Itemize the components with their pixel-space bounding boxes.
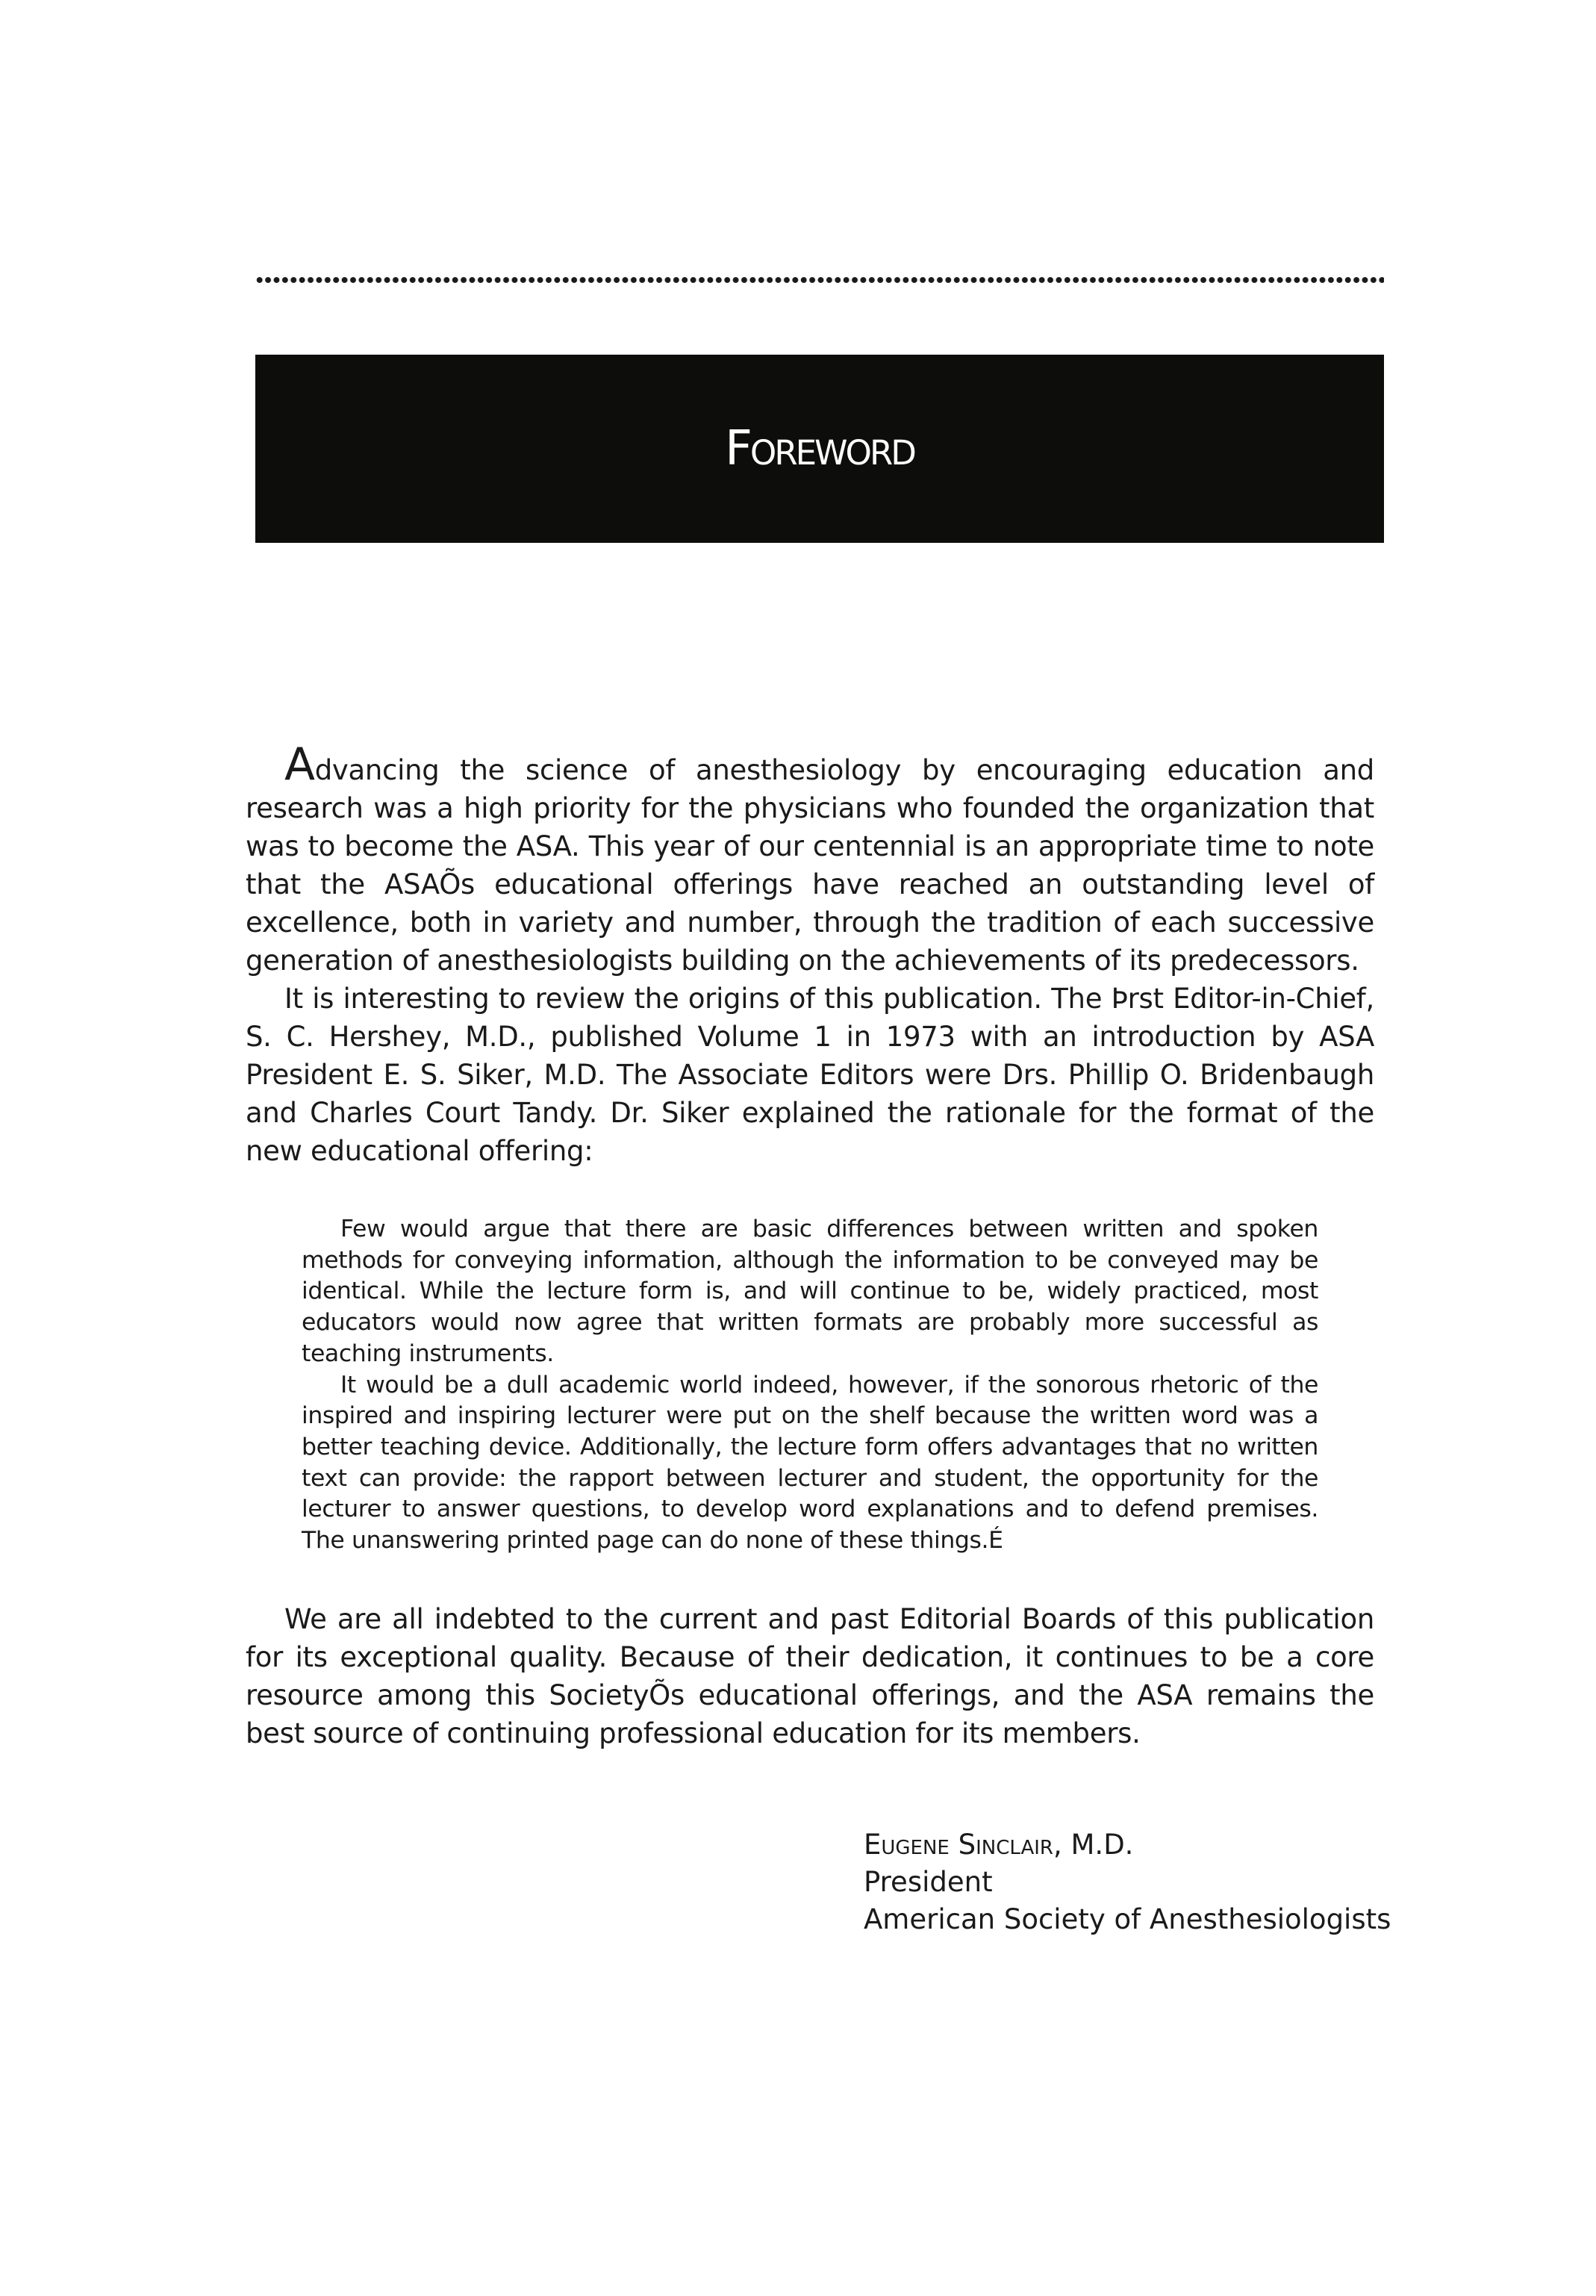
signature-name: Eugene Sinclair xyxy=(864,1829,1053,1861)
drop-cap: A xyxy=(284,738,315,791)
signature-organization: American Society of Anesthesiologists xyxy=(864,1903,1391,1935)
dotted-rule xyxy=(255,276,1384,284)
signature-credential: , M.D. xyxy=(1053,1829,1134,1861)
closing-paragraph: We are all indebted to the current and past Editorial Boards of this publication for its exceptional quality. Because of their dedication, it continues to be a core resource among this SocietyÕs educational offerings, and the ASA remains the best source of continuing professional education for its members. xyxy=(246,1603,1374,1749)
signature-block xyxy=(864,1826,1391,1938)
quote-paragraph-2: It would be a dull academic world indeed, however, if the sonorous rhetoric of the inspired and inspiring lecturer were put on the shelf because the written word was a better teaching device. Additionally, the lecture form offers advantages that no written text can provide: the rapport between lecturer and student, the opportunity for the lecturer to answer questions, to develop word explanations and to defend premises. The unanswering printed page can do none of these things.É xyxy=(302,1371,1318,1555)
page-title: Foreword xyxy=(725,421,914,476)
intro-paragraph-1 xyxy=(246,738,1374,980)
block-quote xyxy=(302,1214,1318,1557)
quote-paragraph-1: Few would argue that there are basic differences between written and spoken methods for conveying information, although the information to be conveyed may be identical. While the lecture form is, and will continue to be, widely practiced, most educators would now agree that written formats are probably more successful as teaching instruments. xyxy=(302,1216,1318,1367)
signature-role: President xyxy=(864,1866,993,1898)
title-banner xyxy=(255,355,1384,543)
closing-section xyxy=(246,1600,1374,1752)
intro-paragraph-1-text: dvancing the science of anesthesiology by encouraging education and research was a high priority for the physicians who founded the organization that was to become the ASA. This year of our centennial is an appropriate time to note that the ASAÕs educational offerings have reached an outstanding level of excellence, both in variety and number, through the tradition of each successive generation of anesthesiologists building on the achievements of its predecessors. xyxy=(246,754,1374,977)
intro-section xyxy=(246,738,1374,1170)
signature-name-line xyxy=(864,1826,1391,1864)
intro-paragraph-2: It is interesting to review the origins of this publication. The Þrst Editor-in-Chief, S. C. Hershey, M.D., published Volume 1 in 1973 with an introduction by ASA President E. S. Siker, M.D. The Associate Editors were Drs. Phillip O. Bridenbaugh and Charles Court Tandy. Dr. Siker explained the rationale for the format of the new educational offering: xyxy=(246,983,1374,1167)
